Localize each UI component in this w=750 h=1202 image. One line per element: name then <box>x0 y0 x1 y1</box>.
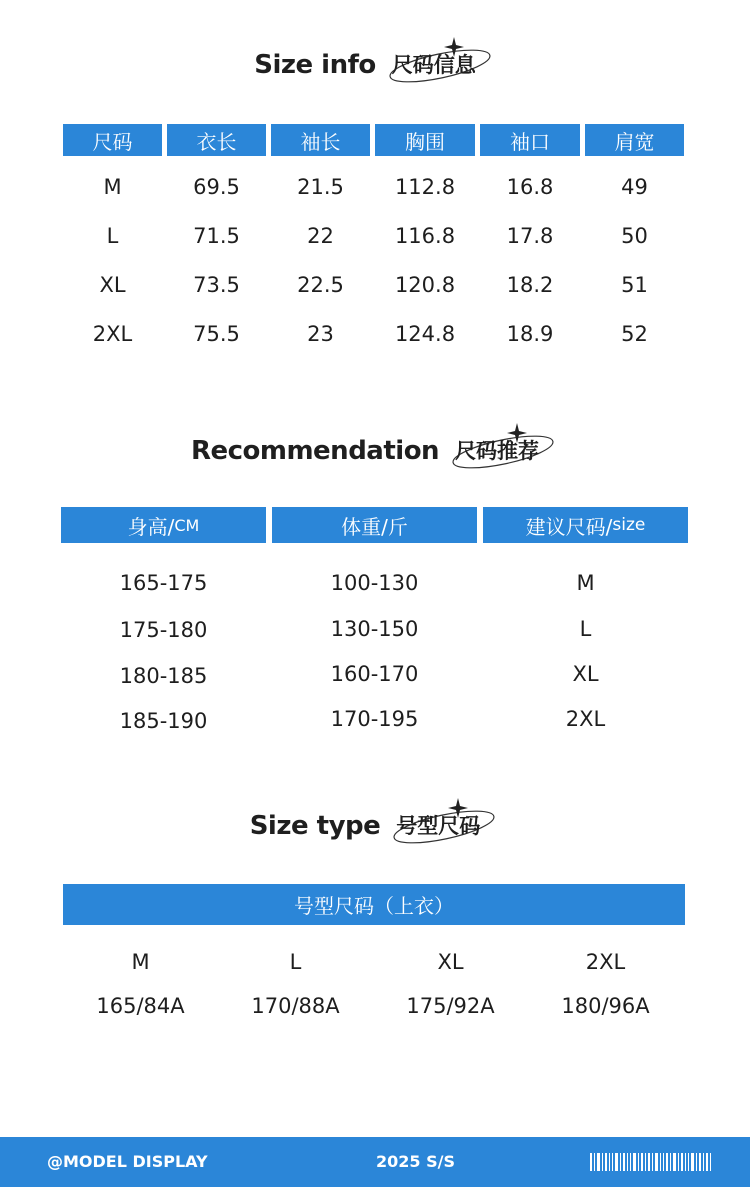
table-cell: 120.8 <box>394 273 456 297</box>
table-cell: 165/84A <box>96 994 185 1018</box>
table-cell: 185-190 <box>119 709 208 733</box>
table-cell: M <box>131 950 150 974</box>
table-cell: 2XL <box>565 707 606 731</box>
table-cell: L <box>579 617 592 641</box>
size-header-1: 衣长 <box>167 124 266 156</box>
rec-header-size <box>483 507 688 543</box>
table-cell: 124.8 <box>394 322 456 346</box>
table-cell: 160-170 <box>330 662 419 686</box>
table-cell: 17.8 <box>506 224 554 248</box>
table-cell: 21.5 <box>297 175 344 199</box>
footer-bar <box>0 1137 750 1187</box>
size-header-0: 尺码 <box>63 124 162 156</box>
footer-brand: @MODEL DISPLAY <box>47 1152 208 1171</box>
table-cell: 50 <box>621 224 648 248</box>
table-cell: XL <box>437 950 464 974</box>
table-cell: 170-195 <box>330 707 419 731</box>
recommendation-title-badge <box>447 421 559 481</box>
table-cell: 18.2 <box>506 273 554 297</box>
table-cell: 170/88A <box>251 994 340 1018</box>
rec-header-size-main: 建议尺码/ <box>525 514 613 539</box>
rec-header-height-unit: CM <box>174 515 200 535</box>
table-cell: 180/96A <box>561 994 650 1018</box>
table-cell: XL <box>572 662 599 686</box>
size-type-title <box>0 796 750 856</box>
table-cell: 116.8 <box>394 224 456 248</box>
table-cell: 175-180 <box>119 618 208 642</box>
table-cell: 112.8 <box>394 175 456 199</box>
table-cell: 16.8 <box>506 175 554 199</box>
rec-header-height-main: 身高/ <box>127 514 175 539</box>
size-type-title-cn: 号型尺码 <box>396 814 481 838</box>
footer-season: 2025 S/S <box>376 1152 455 1171</box>
recommendation-title-cn: 尺码推荐 <box>455 439 540 463</box>
table-cell: 18.9 <box>506 322 554 346</box>
size-type-title-en: Size type <box>249 811 381 841</box>
barcode-icon <box>590 1153 712 1171</box>
rec-header-height <box>61 507 266 543</box>
table-cell: M <box>576 571 595 595</box>
size-info-title-en: Size info <box>254 50 376 80</box>
table-cell: 2XL <box>92 322 133 346</box>
size-header-2: 袖长 <box>271 124 370 156</box>
table-cell: L <box>289 950 302 974</box>
table-cell: XL <box>99 273 126 297</box>
size-header-4: 袖口 <box>480 124 580 156</box>
size-type-title-badge <box>388 796 500 856</box>
size-info-title <box>0 35 750 95</box>
table-cell: 49 <box>621 175 648 199</box>
table-cell: 175/92A <box>406 994 495 1018</box>
size-info-title-cn: 尺码信息 <box>391 53 476 77</box>
table-cell: 69.5 <box>193 175 240 199</box>
table-cell: 100-130 <box>330 571 419 595</box>
table-cell: 75.5 <box>193 322 240 346</box>
size-header-3: 胸围 <box>375 124 475 156</box>
recommendation-title <box>0 421 750 481</box>
rec-header-size-unit: size <box>612 515 646 535</box>
table-cell: 180-185 <box>119 664 208 688</box>
table-cell: 23 <box>307 322 334 346</box>
rec-header-weight <box>272 507 477 543</box>
table-cell: 51 <box>621 273 648 297</box>
table-cell: 130-150 <box>330 617 419 641</box>
table-cell: M <box>103 175 122 199</box>
table-cell: 22 <box>307 224 334 248</box>
table-cell: 52 <box>621 322 648 346</box>
table-cell: 71.5 <box>193 224 240 248</box>
table-cell: 22.5 <box>297 273 344 297</box>
size-header-5: 肩宽 <box>585 124 684 156</box>
table-cell: L <box>106 224 119 248</box>
size-info-title-badge <box>384 35 496 95</box>
size-type-header: 号型尺码（上衣） <box>63 884 685 925</box>
table-cell: 165-175 <box>119 571 208 595</box>
recommendation-title-en: Recommendation <box>190 436 440 466</box>
table-cell: 73.5 <box>193 273 240 297</box>
table-cell: 2XL <box>585 950 626 974</box>
rec-header-weight-main: 体重/斤 <box>341 514 408 539</box>
